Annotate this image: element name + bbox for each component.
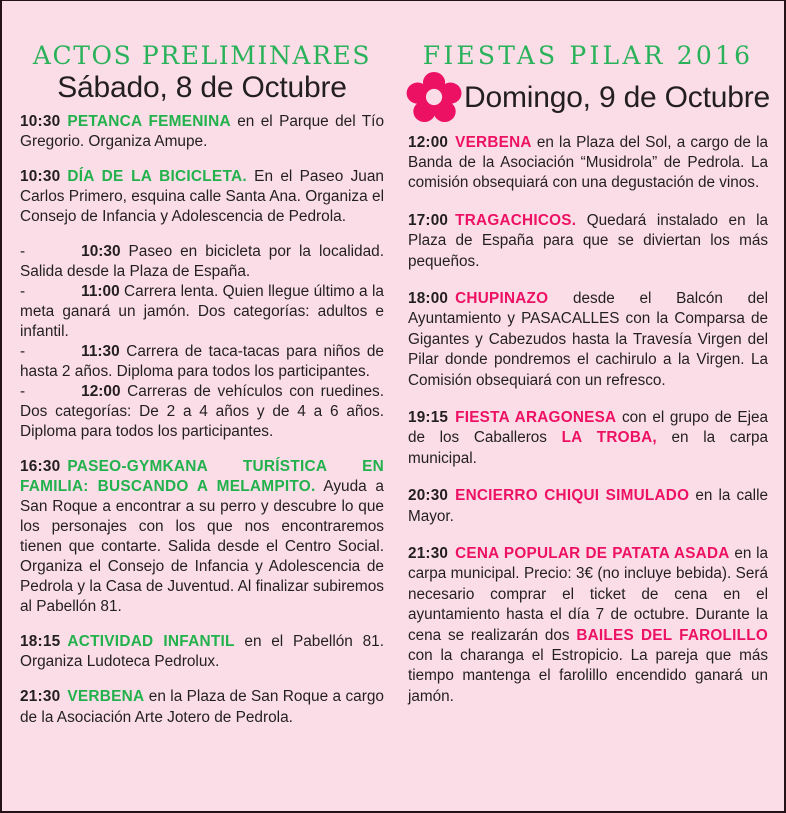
event-time: 16:30 bbox=[20, 458, 61, 476]
event-name: FIESTA ARAGONESA bbox=[455, 408, 617, 426]
event-entry bbox=[20, 457, 384, 617]
event-name: ACTIVIDAD INFANTIL bbox=[67, 633, 235, 651]
sublist-text: Paseo en bicicleta por la localidad. Salida desde la Plaza de España. bbox=[20, 243, 384, 281]
event-detail-secondary: con la charanga el Estropicio. La pareja que más tiempo mantenga el farolillo encendido ganará un jamón. bbox=[408, 647, 768, 705]
right-column-date: Domingo, 9 de Octubre bbox=[464, 80, 770, 114]
event-entry bbox=[408, 408, 768, 469]
event-name: CHUPINAZO bbox=[455, 289, 549, 307]
sublist-item bbox=[20, 282, 384, 342]
event-time: 20:30 bbox=[408, 487, 449, 505]
event-name: CENA POPULAR DE PATATA ASADA bbox=[455, 545, 730, 562]
right-column-header bbox=[408, 1, 768, 125]
event-name: VERBENA bbox=[455, 133, 532, 151]
event-entry bbox=[20, 632, 384, 672]
event-entry bbox=[408, 211, 768, 272]
event-time: 17:00 bbox=[408, 211, 449, 229]
event-detail: desde el Balcón del Ayuntamiento y PASACALLES con la Comparsa de Gigantes y Cabezudos hasta la Travesía Virgen del Pilar donde pondremos el cachirulo a la Virgen. La Comisión obsequiará con un refresco. bbox=[408, 289, 768, 389]
sublist-item bbox=[20, 342, 384, 382]
event-detail: En el Paseo Juan Carlos Primero, esquina calle Santa Ana. Organiza el Consejo de Infancia y Adolescencia de Pedrola. bbox=[20, 168, 384, 226]
sublist-item bbox=[20, 382, 384, 442]
event-detail: en la Plaza del Sol, a cargo de la Banda de la Asociación “Musidrola” de Pedrola. La comisión obsequiará con una degustación de vinos. bbox=[408, 133, 768, 192]
sublist-time: 11:30 bbox=[81, 343, 120, 361]
event-detail: en la carpa municipal. Precio: 3€ (no incluye bebida). Será necesario comprar el ticket de cena en el ayuntamiento hasta el día 7 de octubre. Durante la cena se realizarán dos bbox=[408, 545, 768, 644]
left-column-saturday bbox=[2, 1, 398, 811]
event-time: 10:30 bbox=[20, 168, 61, 186]
event-entry bbox=[408, 133, 768, 194]
sublist-time: 12:00 bbox=[81, 383, 121, 401]
event-name: VERBENA bbox=[67, 688, 145, 706]
event-detail: en el Pabellón 81. Organiza Ludoteca Pedrolux. bbox=[20, 633, 384, 671]
event-detail: Quedará instalado en la Plaza de España para que se diviertan los más pequeños. bbox=[408, 211, 768, 270]
event-detail: con el grupo de Ejea de los Caballeros bbox=[408, 408, 769, 447]
event-detail: en la Plaza de San Roque a cargo de la Asociación Arte Jotero de Pedrola. bbox=[20, 688, 384, 726]
event-entry bbox=[408, 486, 768, 527]
event-detail: en la calle Mayor. bbox=[408, 487, 768, 525]
sublist-bullet: - bbox=[20, 283, 26, 301]
sublist-text: Carrera lenta. Quien llegue último a la meta ganará un jamón. Dos categorías: adultos e infantil. bbox=[20, 283, 384, 341]
event-name: PASEO-GYMKANA TURÍSTICA EN FAMILIA: BUSCANDO A MELAMPITO. bbox=[20, 458, 384, 496]
event-detail-secondary: en la carpa municipal. bbox=[408, 429, 768, 467]
right-column-entries bbox=[408, 133, 768, 708]
left-column-entries bbox=[20, 112, 384, 727]
right-column-title: FIESTAS PILAR 2016 bbox=[422, 41, 754, 70]
sublist-text: Carreras de vehículos con ruedines. Dos categorías: De 2 a 4 años y de 4 a 6 años. Diploma para todos los participantes. bbox=[20, 383, 384, 441]
event-name: TRAGACHICOS. bbox=[455, 211, 577, 229]
sublist-text: Carrera de taca-tacas para niños de hasta 2 años. Diploma para todos los participantes. bbox=[20, 343, 384, 381]
event-entry bbox=[20, 112, 384, 152]
sublist-bullet: - bbox=[20, 343, 26, 361]
event-name: ENCIERRO CHIQUI SIMULADO bbox=[455, 487, 690, 505]
event-time: 18:00 bbox=[408, 289, 449, 307]
event-name-secondary: LA TROBA, bbox=[561, 429, 657, 447]
event-entry bbox=[408, 289, 768, 391]
event-time: 10:30 bbox=[20, 113, 61, 131]
bicycle-day-sublist bbox=[20, 242, 384, 442]
event-name: PETANCA FEMENINA bbox=[67, 113, 231, 131]
event-name-secondary: BAILES DEL FAROLILLO bbox=[576, 626, 768, 644]
event-time: 19:15 bbox=[408, 408, 449, 426]
event-entry bbox=[20, 167, 384, 227]
event-entry bbox=[408, 544, 768, 707]
right-column-date-row bbox=[408, 71, 768, 125]
left-column-header bbox=[20, 1, 384, 104]
event-detail: Ayuda a San Roque a encontrar a su perro y descubre lo que los personajes con los que nos encontraremos tienen que contarte. Salida desde el Centro Social. Organiza el Consejo de Infancia y Adolescencia de Pedrola y la Casa de Juventud. Al finalizar subiremos al Pabellón 81. bbox=[20, 478, 384, 616]
event-time: 18:15 bbox=[20, 633, 61, 651]
sublist-bullet: - bbox=[20, 243, 26, 261]
event-entry bbox=[20, 687, 384, 727]
sublist-time: 11:00 bbox=[81, 283, 120, 301]
left-column-date-row bbox=[20, 71, 384, 105]
event-time: 21:30 bbox=[20, 688, 61, 706]
sublist-item bbox=[20, 242, 384, 282]
left-column-title: ACTOS PRELIMINARES bbox=[32, 41, 372, 70]
event-name: DÍA DE LA BICICLETA. bbox=[67, 168, 247, 186]
sublist-time: 10:30 bbox=[81, 243, 121, 261]
event-time: 12:00 bbox=[408, 133, 449, 151]
sublist-bullet: - bbox=[20, 383, 26, 401]
event-detail: en el Parque del Tío Gregorio. Organiza Amupe. bbox=[20, 113, 385, 151]
left-column-date: Sábado, 8 de Octubre bbox=[57, 70, 347, 104]
flower-icon bbox=[406, 71, 464, 123]
event-time: 21:30 bbox=[408, 545, 449, 562]
right-column-sunday bbox=[398, 1, 784, 811]
